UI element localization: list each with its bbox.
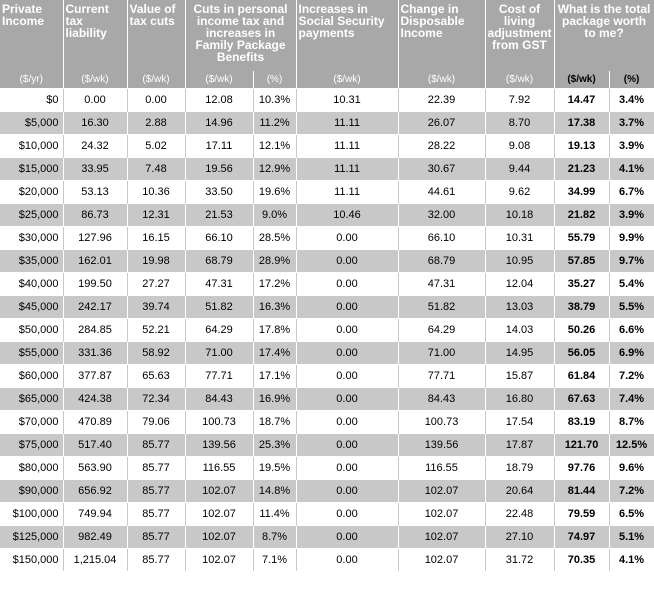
unit-yr: ($/yr) xyxy=(0,71,63,89)
cell-value-tax-cuts: 65.63 xyxy=(127,365,185,388)
cell-total-package: 21.82 xyxy=(554,204,609,227)
cell-total-package-pct: 4.1% xyxy=(609,158,654,181)
cell-total-package-pct: 5.4% xyxy=(609,273,654,296)
cell-family-package-pct: 25.3% xyxy=(253,434,296,457)
cell-total-package: 121.70 xyxy=(554,434,609,457)
cell-current-tax: 517.40 xyxy=(63,434,127,457)
cell-gst-adjustment: 12.04 xyxy=(485,273,554,296)
cell-private-income: $80,000 xyxy=(0,457,63,480)
table-row xyxy=(0,250,654,273)
table-row xyxy=(0,227,654,250)
header-row xyxy=(0,0,654,71)
cell-family-package: 77.71 xyxy=(185,365,253,388)
cell-disposable-income: 26.07 xyxy=(398,112,485,135)
cell-private-income: $15,000 xyxy=(0,158,63,181)
cell-total-package-pct: 6.7% xyxy=(609,181,654,204)
cell-social-security: 0.00 xyxy=(296,319,398,342)
cell-disposable-income: 102.07 xyxy=(398,480,485,503)
cell-family-package-pct: 18.7% xyxy=(253,411,296,434)
cell-private-income: $40,000 xyxy=(0,273,63,296)
cell-value-tax-cuts: 85.77 xyxy=(127,526,185,549)
cell-social-security: 0.00 xyxy=(296,388,398,411)
cell-current-tax: 0.00 xyxy=(63,89,127,112)
cell-current-tax: 563.90 xyxy=(63,457,127,480)
table-row xyxy=(0,503,654,526)
table-row xyxy=(0,89,654,112)
cell-social-security: 0.00 xyxy=(296,411,398,434)
cell-current-tax: 749.94 xyxy=(63,503,127,526)
table-row xyxy=(0,434,654,457)
cell-total-package: 14.47 xyxy=(554,89,609,112)
cell-family-package-pct: 12.9% xyxy=(253,158,296,181)
cell-private-income: $25,000 xyxy=(0,204,63,227)
cell-total-package: 34.99 xyxy=(554,181,609,204)
cell-disposable-income: 139.56 xyxy=(398,434,485,457)
table-row xyxy=(0,549,654,572)
cell-gst-adjustment: 10.95 xyxy=(485,250,554,273)
cell-private-income: $150,000 xyxy=(0,549,63,572)
cell-total-package-pct: 3.7% xyxy=(609,112,654,135)
cell-private-income: $65,000 xyxy=(0,388,63,411)
cell-current-tax: 199.50 xyxy=(63,273,127,296)
cell-value-tax-cuts: 85.77 xyxy=(127,480,185,503)
cell-value-tax-cuts: 52.21 xyxy=(127,319,185,342)
table-row xyxy=(0,411,654,434)
cell-total-package: 74.97 xyxy=(554,526,609,549)
cell-family-package: 102.07 xyxy=(185,549,253,572)
cell-family-package-pct: 19.5% xyxy=(253,457,296,480)
cell-gst-adjustment: 9.62 xyxy=(485,181,554,204)
cell-disposable-income: 28.22 xyxy=(398,135,485,158)
table-row xyxy=(0,319,654,342)
cell-family-package: 21.53 xyxy=(185,204,253,227)
cell-current-tax: 24.32 xyxy=(63,135,127,158)
unit-wk-total: ($/wk) xyxy=(554,71,609,89)
unit-wk-tax: ($/wk) xyxy=(63,71,127,89)
cell-private-income: $50,000 xyxy=(0,319,63,342)
cell-disposable-income: 22.39 xyxy=(398,89,485,112)
cell-family-package-pct: 8.7% xyxy=(253,526,296,549)
cell-private-income: $125,000 xyxy=(0,526,63,549)
cell-private-income: $70,000 xyxy=(0,411,63,434)
cell-value-tax-cuts: 79.06 xyxy=(127,411,185,434)
cell-social-security: 0.00 xyxy=(296,526,398,549)
cell-total-package: 70.35 xyxy=(554,549,609,572)
cell-total-package-pct: 6.5% xyxy=(609,503,654,526)
cell-total-package: 35.27 xyxy=(554,273,609,296)
cell-private-income: $20,000 xyxy=(0,181,63,204)
cell-value-tax-cuts: 85.77 xyxy=(127,549,185,572)
cell-value-tax-cuts: 12.31 xyxy=(127,204,185,227)
unit-pct-total: (%) xyxy=(609,71,654,89)
cell-current-tax: 656.92 xyxy=(63,480,127,503)
cell-private-income: $5,000 xyxy=(0,112,63,135)
cell-social-security: 0.00 xyxy=(296,434,398,457)
cell-total-package: 55.79 xyxy=(554,227,609,250)
cell-family-package: 14.96 xyxy=(185,112,253,135)
cell-current-tax: 86.73 xyxy=(63,204,127,227)
cell-family-package-pct: 17.2% xyxy=(253,273,296,296)
cell-current-tax: 127.96 xyxy=(63,227,127,250)
cell-total-package: 83.19 xyxy=(554,411,609,434)
cell-gst-adjustment: 17.54 xyxy=(485,411,554,434)
cell-total-package: 57.85 xyxy=(554,250,609,273)
cell-social-security: 11.11 xyxy=(296,181,398,204)
cell-family-package-pct: 11.2% xyxy=(253,112,296,135)
cell-family-package-pct: 28.5% xyxy=(253,227,296,250)
cell-disposable-income: 32.00 xyxy=(398,204,485,227)
cell-disposable-income: 116.55 xyxy=(398,457,485,480)
cell-disposable-income: 77.71 xyxy=(398,365,485,388)
cell-total-package: 38.79 xyxy=(554,296,609,319)
cell-private-income: $100,000 xyxy=(0,503,63,526)
cell-total-package: 17.38 xyxy=(554,112,609,135)
cell-total-package-pct: 7.2% xyxy=(609,365,654,388)
cell-current-tax: 424.38 xyxy=(63,388,127,411)
cell-total-package-pct: 9.9% xyxy=(609,227,654,250)
table-row xyxy=(0,158,654,181)
cell-family-package-pct: 16.3% xyxy=(253,296,296,319)
cell-total-package-pct: 7.2% xyxy=(609,480,654,503)
table-body xyxy=(0,89,654,572)
cell-value-tax-cuts: 85.77 xyxy=(127,434,185,457)
cell-gst-adjustment: 10.31 xyxy=(485,227,554,250)
cell-family-package: 68.79 xyxy=(185,250,253,273)
cell-value-tax-cuts: 58.92 xyxy=(127,342,185,365)
cell-current-tax: 53.13 xyxy=(63,181,127,204)
cell-disposable-income: 102.07 xyxy=(398,503,485,526)
cell-total-package-pct: 5.1% xyxy=(609,526,654,549)
cell-family-package-pct: 9.0% xyxy=(253,204,296,227)
cell-gst-adjustment: 20.64 xyxy=(485,480,554,503)
table-row xyxy=(0,365,654,388)
cell-disposable-income: 66.10 xyxy=(398,227,485,250)
cell-social-security: 11.11 xyxy=(296,158,398,181)
cell-social-security: 0.00 xyxy=(296,457,398,480)
unit-pct-family: (%) xyxy=(253,71,296,89)
cell-disposable-income: 47.31 xyxy=(398,273,485,296)
cell-gst-adjustment: 8.70 xyxy=(485,112,554,135)
cell-current-tax: 284.85 xyxy=(63,319,127,342)
cell-private-income: $30,000 xyxy=(0,227,63,250)
cell-disposable-income: 64.29 xyxy=(398,319,485,342)
unit-wk-disposable: ($/wk) xyxy=(398,71,485,89)
cell-social-security: 0.00 xyxy=(296,227,398,250)
units-row xyxy=(0,71,654,89)
table-row xyxy=(0,526,654,549)
cell-value-tax-cuts: 0.00 xyxy=(127,89,185,112)
table-row xyxy=(0,112,654,135)
cell-gst-adjustment: 16.80 xyxy=(485,388,554,411)
cell-total-package-pct: 6.9% xyxy=(609,342,654,365)
cell-private-income: $90,000 xyxy=(0,480,63,503)
cell-current-tax: 982.49 xyxy=(63,526,127,549)
header-change-disposable-income: Change in Disposable Income xyxy=(398,0,485,71)
cell-current-tax: 377.87 xyxy=(63,365,127,388)
cell-total-package-pct: 9.7% xyxy=(609,250,654,273)
unit-wk-social: ($/wk) xyxy=(296,71,398,89)
cell-current-tax: 33.95 xyxy=(63,158,127,181)
cell-gst-adjustment: 31.72 xyxy=(485,549,554,572)
cell-family-package-pct: 14.8% xyxy=(253,480,296,503)
header-private-income: Private Income xyxy=(0,0,63,71)
cell-social-security: 0.00 xyxy=(296,365,398,388)
cell-total-package-pct: 3.9% xyxy=(609,135,654,158)
cell-social-security: 0.00 xyxy=(296,549,398,572)
cell-social-security: 0.00 xyxy=(296,273,398,296)
cell-private-income: $0 xyxy=(0,89,63,112)
cell-total-package-pct: 5.5% xyxy=(609,296,654,319)
cell-gst-adjustment: 18.79 xyxy=(485,457,554,480)
cell-value-tax-cuts: 85.77 xyxy=(127,457,185,480)
cell-value-tax-cuts: 5.02 xyxy=(127,135,185,158)
cell-total-package: 81.44 xyxy=(554,480,609,503)
header-current-tax: Current tax liability xyxy=(63,0,127,71)
cell-family-package-pct: 7.1% xyxy=(253,549,296,572)
cell-current-tax: 162.01 xyxy=(63,250,127,273)
cell-total-package: 61.84 xyxy=(554,365,609,388)
cell-gst-adjustment: 15.87 xyxy=(485,365,554,388)
cell-social-security: 11.11 xyxy=(296,135,398,158)
cell-family-package: 64.29 xyxy=(185,319,253,342)
cell-value-tax-cuts: 39.74 xyxy=(127,296,185,319)
cell-total-package: 56.05 xyxy=(554,342,609,365)
cell-disposable-income: 102.07 xyxy=(398,526,485,549)
table-row xyxy=(0,204,654,227)
cell-current-tax: 331.36 xyxy=(63,342,127,365)
cell-value-tax-cuts: 7.48 xyxy=(127,158,185,181)
cell-disposable-income: 44.61 xyxy=(398,181,485,204)
cell-gst-adjustment: 7.92 xyxy=(485,89,554,112)
cell-social-security: 10.31 xyxy=(296,89,398,112)
header-total-package: What is the total package worth to me? xyxy=(554,0,654,71)
cell-social-security: 0.00 xyxy=(296,480,398,503)
cell-social-security: 0.00 xyxy=(296,296,398,319)
cell-family-package: 116.55 xyxy=(185,457,253,480)
cell-total-package-pct: 4.1% xyxy=(609,549,654,572)
cell-family-package: 102.07 xyxy=(185,526,253,549)
header-value-tax-cuts: Value of tax cuts xyxy=(127,0,185,71)
cell-value-tax-cuts: 10.36 xyxy=(127,181,185,204)
unit-wk-family: ($/wk) xyxy=(185,71,253,89)
cell-total-package: 19.13 xyxy=(554,135,609,158)
cell-private-income: $75,000 xyxy=(0,434,63,457)
cell-current-tax: 16.30 xyxy=(63,112,127,135)
cell-family-package: 17.11 xyxy=(185,135,253,158)
cell-disposable-income: 30.67 xyxy=(398,158,485,181)
cell-gst-adjustment: 10.18 xyxy=(485,204,554,227)
cell-family-package-pct: 12.1% xyxy=(253,135,296,158)
cell-value-tax-cuts: 19.98 xyxy=(127,250,185,273)
cell-social-security: 11.11 xyxy=(296,112,398,135)
cell-family-package: 19.56 xyxy=(185,158,253,181)
header-cost-of-living: Cost of living adjustment from GST xyxy=(485,0,554,71)
cell-private-income: $35,000 xyxy=(0,250,63,273)
cell-social-security: 0.00 xyxy=(296,503,398,526)
cell-total-package: 67.63 xyxy=(554,388,609,411)
cell-family-package: 66.10 xyxy=(185,227,253,250)
table-row xyxy=(0,457,654,480)
table-row xyxy=(0,296,654,319)
cell-family-package: 47.31 xyxy=(185,273,253,296)
unit-wk-gst: ($/wk) xyxy=(485,71,554,89)
cell-gst-adjustment: 14.95 xyxy=(485,342,554,365)
cell-family-package-pct: 19.6% xyxy=(253,181,296,204)
cell-private-income: $55,000 xyxy=(0,342,63,365)
cell-private-income: $10,000 xyxy=(0,135,63,158)
cell-total-package-pct: 3.4% xyxy=(609,89,654,112)
cell-family-package-pct: 17.8% xyxy=(253,319,296,342)
cell-gst-adjustment: 22.48 xyxy=(485,503,554,526)
table-row xyxy=(0,480,654,503)
cell-family-package-pct: 11.4% xyxy=(253,503,296,526)
cell-value-tax-cuts: 2.88 xyxy=(127,112,185,135)
cell-current-tax: 242.17 xyxy=(63,296,127,319)
table-row xyxy=(0,181,654,204)
cell-value-tax-cuts: 27.27 xyxy=(127,273,185,296)
cell-social-security: 10.46 xyxy=(296,204,398,227)
cell-gst-adjustment: 14.03 xyxy=(485,319,554,342)
cell-gst-adjustment: 9.08 xyxy=(485,135,554,158)
cell-family-package-pct: 16.9% xyxy=(253,388,296,411)
cell-gst-adjustment: 17.87 xyxy=(485,434,554,457)
cell-total-package: 50.26 xyxy=(554,319,609,342)
cell-family-package-pct: 10.3% xyxy=(253,89,296,112)
cell-gst-adjustment: 27.10 xyxy=(485,526,554,549)
table-row xyxy=(0,273,654,296)
cell-current-tax: 470.89 xyxy=(63,411,127,434)
table-row xyxy=(0,388,654,411)
cell-family-package: 71.00 xyxy=(185,342,253,365)
cell-current-tax: 1,215.04 xyxy=(63,549,127,572)
cell-family-package: 100.73 xyxy=(185,411,253,434)
cell-value-tax-cuts: 85.77 xyxy=(127,503,185,526)
cell-disposable-income: 84.43 xyxy=(398,388,485,411)
cell-family-package: 102.07 xyxy=(185,480,253,503)
cell-private-income: $60,000 xyxy=(0,365,63,388)
cell-total-package-pct: 3.9% xyxy=(609,204,654,227)
cell-family-package: 102.07 xyxy=(185,503,253,526)
cell-total-package: 79.59 xyxy=(554,503,609,526)
cell-total-package-pct: 9.6% xyxy=(609,457,654,480)
table-row xyxy=(0,135,654,158)
cell-private-income: $45,000 xyxy=(0,296,63,319)
cell-family-package: 33.50 xyxy=(185,181,253,204)
cell-disposable-income: 51.82 xyxy=(398,296,485,319)
cell-gst-adjustment: 13.03 xyxy=(485,296,554,319)
cell-value-tax-cuts: 16.15 xyxy=(127,227,185,250)
cell-total-package-pct: 12.5% xyxy=(609,434,654,457)
cell-family-package-pct: 17.1% xyxy=(253,365,296,388)
cell-family-package-pct: 17.4% xyxy=(253,342,296,365)
cell-gst-adjustment: 9.44 xyxy=(485,158,554,181)
cell-total-package-pct: 6.6% xyxy=(609,319,654,342)
cell-total-package: 97.76 xyxy=(554,457,609,480)
cell-total-package: 21.23 xyxy=(554,158,609,181)
cell-family-package: 139.56 xyxy=(185,434,253,457)
table-row xyxy=(0,342,654,365)
cell-value-tax-cuts: 72.34 xyxy=(127,388,185,411)
header-cuts-personal-income-tax: Cuts in personal income tax and increases in Family Package Benefits xyxy=(185,0,296,71)
cell-social-security: 0.00 xyxy=(296,250,398,273)
cell-disposable-income: 68.79 xyxy=(398,250,485,273)
cell-family-package-pct: 28.9% xyxy=(253,250,296,273)
cell-social-security: 0.00 xyxy=(296,342,398,365)
cell-disposable-income: 100.73 xyxy=(398,411,485,434)
cell-family-package: 12.08 xyxy=(185,89,253,112)
unit-wk-cuts: ($/wk) xyxy=(127,71,185,89)
cell-disposable-income: 102.07 xyxy=(398,549,485,572)
cell-family-package: 84.43 xyxy=(185,388,253,411)
cell-family-package: 51.82 xyxy=(185,296,253,319)
cell-total-package-pct: 7.4% xyxy=(609,388,654,411)
cell-total-package-pct: 8.7% xyxy=(609,411,654,434)
cell-disposable-income: 71.00 xyxy=(398,342,485,365)
header-increases-social-security: Increases in Social Security payments xyxy=(296,0,398,71)
